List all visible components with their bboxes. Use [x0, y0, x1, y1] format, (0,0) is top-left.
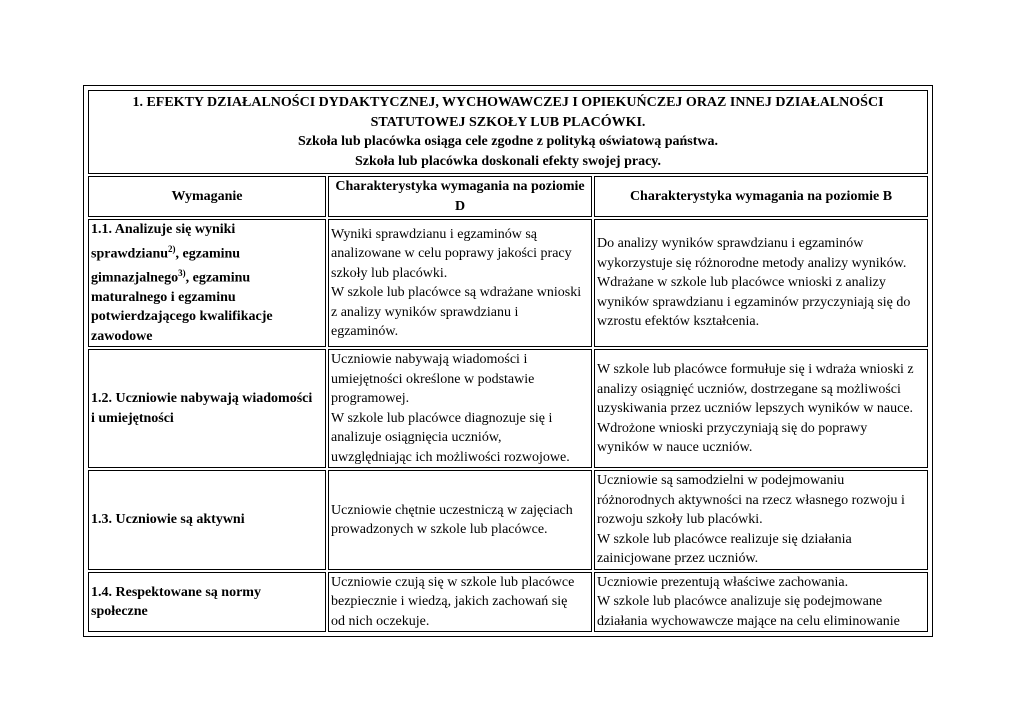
section-header: [88, 90, 928, 174]
column-header-level-d-line1: Charakterystyka wymagania na poziomie: [335, 179, 585, 194]
level-d-text: analizowane w celu poprawy jakości pracy: [331, 246, 572, 262]
requirement-text: 1.4. Respektowane są normy: [91, 584, 261, 600]
requirement-cell: [88, 572, 326, 633]
requirement-cell: [88, 470, 326, 570]
requirement-text: gimnazjalnego$^{3)}$, egzaminu: [91, 267, 251, 286]
column-header-requirement: Wymaganie: [88, 176, 326, 217]
level-b-text: W szkole lub placówce realizuje się działania: [597, 531, 852, 547]
level-d-text: egzaminów.: [331, 324, 399, 340]
level-b-cell: [594, 572, 928, 633]
level-b-text: wyników sprawdzianu i egzaminów przyczyniają się do: [597, 294, 911, 310]
requirement-cell: [88, 349, 326, 468]
level-d-cell: [328, 219, 592, 347]
level-d-text: W szkole lub placówce diagnozuje się i: [331, 410, 553, 426]
requirement-text: potwierdzającego kwalifikacje: [91, 309, 273, 325]
requirement-cell: [88, 219, 326, 347]
requirement-text: maturalnego i egzaminu: [91, 289, 236, 305]
level-d-text: programowej.: [331, 391, 410, 407]
requirement-text: 1.3. Uczniowie są aktywni: [91, 512, 245, 528]
level-b-cell: [594, 470, 928, 570]
requirement-text: sprawdzianu$^{2)}$, egzaminu: [91, 243, 241, 262]
level-d-cell: [328, 470, 592, 570]
section-subtitle-line1: Szkoła lub placówka osiąga cele zgodne z polityką oświatową państwa.: [297, 134, 719, 149]
requirement-text: 1.1. Analizuje się wyniki: [91, 222, 236, 237]
level-b-text: zainicjowane przez uczniów.: [597, 551, 759, 567]
table-header-row: [88, 90, 928, 174]
table-row: [88, 349, 928, 468]
section-subtitle-line2: Szkoła lub placówka doskonali efekty swojej pracy.: [354, 153, 662, 169]
level-d-text: W szkole lub placówce są wdrażane wnioski: [331, 285, 582, 301]
section-title-line2: STATUTOWEJ SZKOŁY LUB PLACÓWKI.: [370, 114, 646, 130]
level-b-text: wykorzystuje się różnorodne metody analizy wyników.: [597, 255, 907, 271]
level-d-text: Wyniki sprawdzianu i egzaminów są: [331, 226, 537, 242]
requirements-table: [83, 85, 933, 637]
column-header-level-b: Charakterystyka wymagania na poziomie B: [594, 176, 928, 217]
level-b-text: Do analizy wyników sprawdzianu i egzaminów: [597, 236, 864, 252]
level-b-text: różnorodnych aktywności na rzecz własnego rozwoju i: [597, 492, 905, 508]
level-d-cell: [328, 349, 592, 468]
level-d-text: z analizy wyników sprawdzianu i: [331, 304, 519, 320]
table-row: [88, 470, 928, 570]
level-b-text: Wdrożone wnioski przyczyniają się do poprawy: [597, 420, 868, 436]
column-header-level-d-line2: D: [454, 198, 466, 214]
level-b-text: wzrostu efektów kształcenia.: [597, 314, 760, 330]
level-b-cell: [594, 219, 928, 347]
level-b-text: W szkole lub placówce formułuje się i wdraża wnioski z: [597, 362, 914, 378]
level-d-text: Uczniowie czują się w szkole lub placówce: [331, 574, 575, 590]
level-b-text: analizy osiągnięć uczniów, dostrzegane są możliwości: [597, 381, 901, 397]
table-row: [88, 572, 928, 633]
level-d-text: od nich oczekuje.: [331, 613, 430, 629]
level-d-text: analizuje osiągnięcia uczniów,: [331, 430, 502, 446]
level-b-text: uzyskiwania przez uczniów lepszych wyników w nauce.: [597, 401, 914, 417]
level-b-text: wyników w nauce uczniów.: [597, 440, 753, 456]
level-d-text: bezpiecznie i wiedzą, jakich zachowań się: [331, 594, 568, 610]
level-d-cell: [328, 572, 592, 633]
requirement-text: zawodowe: [91, 328, 153, 344]
level-d-text: umiejętności określone w podstawie: [331, 371, 535, 387]
requirement-text: i umiejętności: [91, 410, 174, 426]
level-d-text: Uczniowie nabywają wiadomości i: [331, 352, 528, 368]
requirement-text: społeczne: [91, 604, 148, 620]
level-d-text: uwzględniając ich możliwości rozwojowe.: [331, 449, 570, 465]
column-header-level-d: [328, 176, 592, 217]
requirement-text: 1.2. Uczniowie nabywają wiadomości: [91, 391, 313, 407]
section-title-line1: 1. EFEKTY DZIAŁALNOŚCI DYDAKTYCZNEJ, WYCHOWAWCZEJ I OPIEKUŃCZEJ ORAZ INNEJ DZIAŁALNOŚCI: [132, 95, 884, 110]
level-d-text: szkoły lub placówki.: [331, 265, 448, 281]
level-b-text: rozwoju szkoły lub placówki.: [597, 512, 763, 528]
level-b-cell: [594, 349, 928, 468]
column-header-row: [88, 176, 928, 217]
level-b-text: Wdrażane w szkole lub placówce wnioski z analizy: [597, 275, 886, 291]
level-d-text: Uczniowie chętnie uczestniczą w zajęciach: [331, 502, 573, 518]
level-b-text: Uczniowie prezentują właściwe zachowania.: [597, 574, 849, 590]
level-d-text: prowadzonych w szkole lub placówce.: [331, 522, 548, 538]
level-b-text: W szkole lub placówce analizuje się podejmowane: [597, 594, 883, 610]
table-row: [88, 219, 928, 347]
level-b-text: Uczniowie są samodzielni w podejmowaniu: [597, 473, 845, 489]
level-b-text: działania wychowawcze mające na celu eliminowanie: [597, 613, 900, 629]
